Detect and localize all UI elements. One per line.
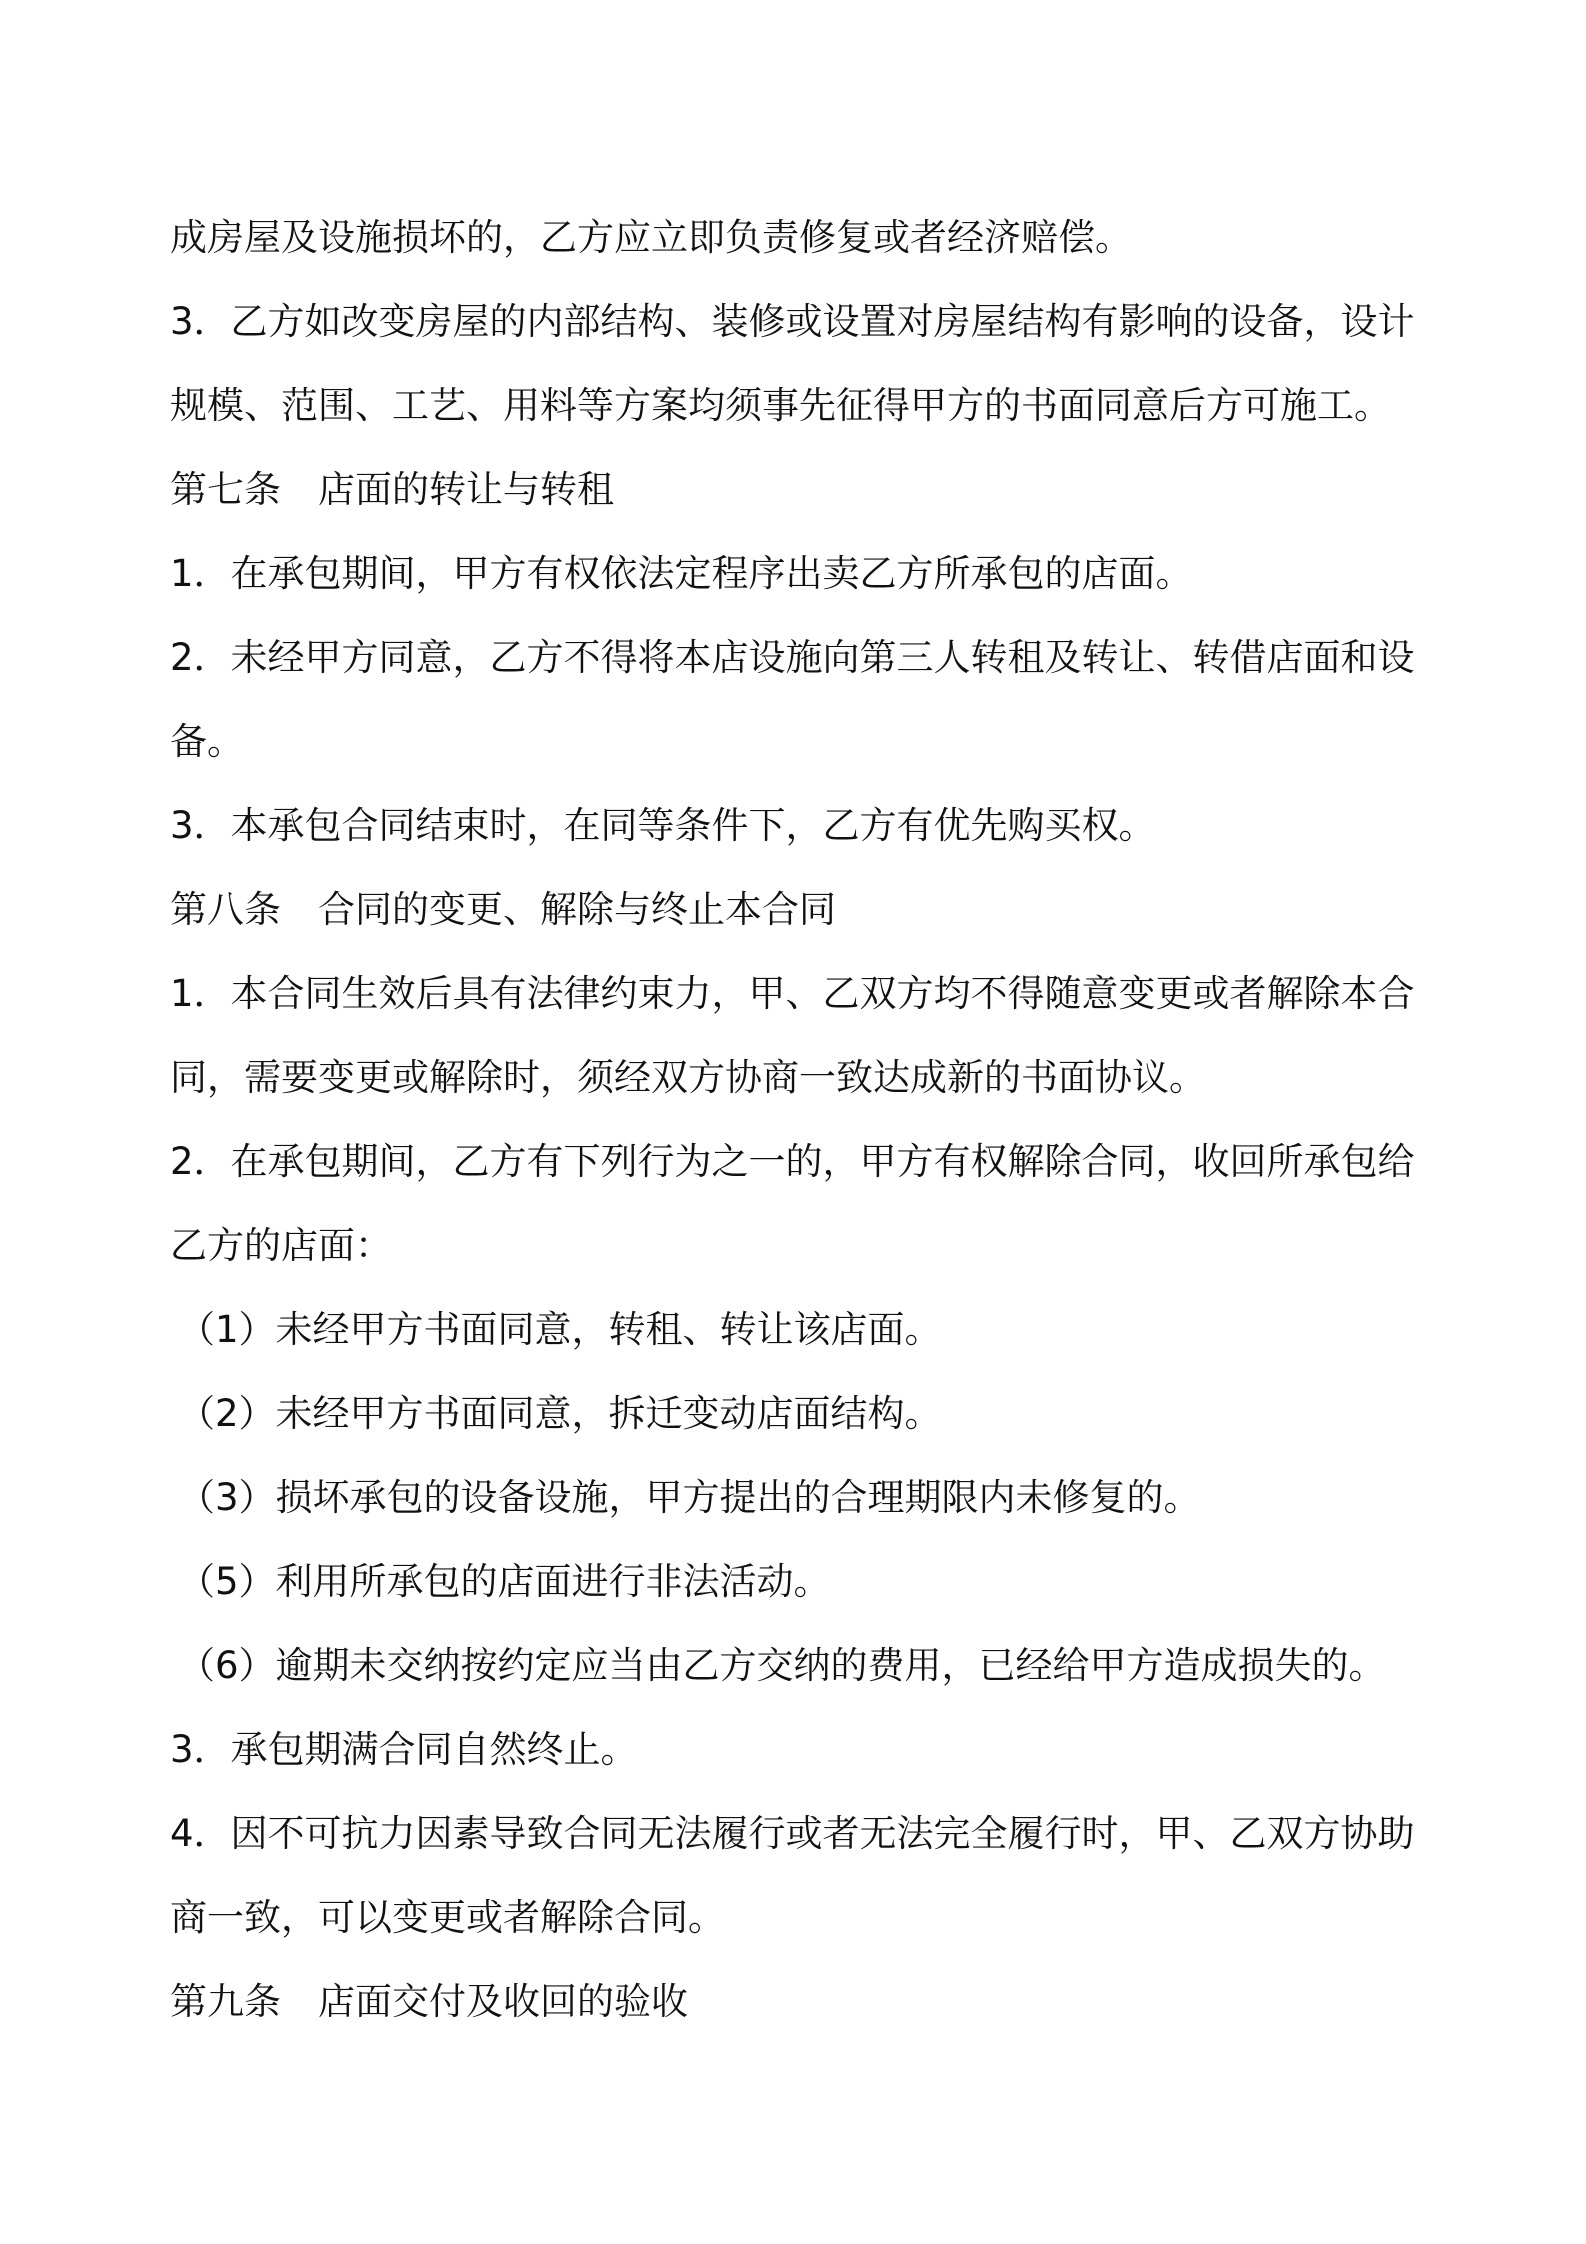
- list-item: （3）损坏承包的设备设施，甲方提出的合理期限内未修复的。: [178, 1476, 1201, 1519]
- paragraph-line: 规模、范围、工艺、用料等方案均须事先征得甲方的书面同意后方可施工。: [170, 384, 1391, 427]
- paragraph-line: 2．在承包期间，乙方有下列行为之一的，甲方有权解除合同，收回所承包给: [170, 1140, 1415, 1183]
- paragraph-line: 成房屋及设施损坏的，乙方应立即负责修复或者经济赔偿。: [170, 216, 1132, 259]
- paragraph-line: 4．因不可抗力因素导致合同无法履行或者无法完全履行时，甲、乙双方协助: [170, 1812, 1415, 1855]
- paragraph-line: 3．本承包合同结束时，在同等条件下，乙方有优先购买权。: [170, 804, 1156, 847]
- paragraph-line: 2．未经甲方同意，乙方不得将本店设施向第三人转租及转让、转借店面和设: [170, 636, 1415, 679]
- document-body: [170, 196, 1430, 2044]
- list-item: （2）未经甲方书面同意，拆迁变动店面结构。: [178, 1392, 942, 1435]
- article-heading: 第九条 店面交付及收回的验收: [170, 1980, 688, 2023]
- article-heading: 第八条 合同的变更、解除与终止本合同: [170, 888, 836, 931]
- list-item: （6）逾期未交纳按约定应当由乙方交纳的费用，已经给甲方造成损失的。: [178, 1644, 1386, 1687]
- paragraph-line: 同，需要变更或解除时，须经双方协商一致达成新的书面协议。: [170, 1056, 1206, 1099]
- paragraph-line: 3．承包期满合同自然终止。: [170, 1728, 638, 1771]
- list-item: （5）利用所承包的店面进行非法活动。: [178, 1560, 831, 1603]
- paragraph-line: 3．乙方如改变房屋的内部结构、装修或设置对房屋结构有影响的设备，设计: [170, 300, 1415, 343]
- list-item: （1）未经甲方书面同意，转租、转让该店面。: [178, 1308, 942, 1351]
- paragraph-line: 备。: [170, 720, 244, 763]
- paragraph-line: 1．本合同生效后具有法律约束力，甲、乙双方均不得随意变更或者解除本合: [170, 972, 1415, 1015]
- paragraph-line: 乙方的店面：: [170, 1224, 392, 1267]
- article-heading: 第七条 店面的转让与转租: [170, 468, 614, 511]
- paragraph-line: 1．在承包期间，甲方有权依法定程序出卖乙方所承包的店面。: [170, 552, 1193, 595]
- paragraph-line: 商一致，可以变更或者解除合同。: [170, 1896, 725, 1939]
